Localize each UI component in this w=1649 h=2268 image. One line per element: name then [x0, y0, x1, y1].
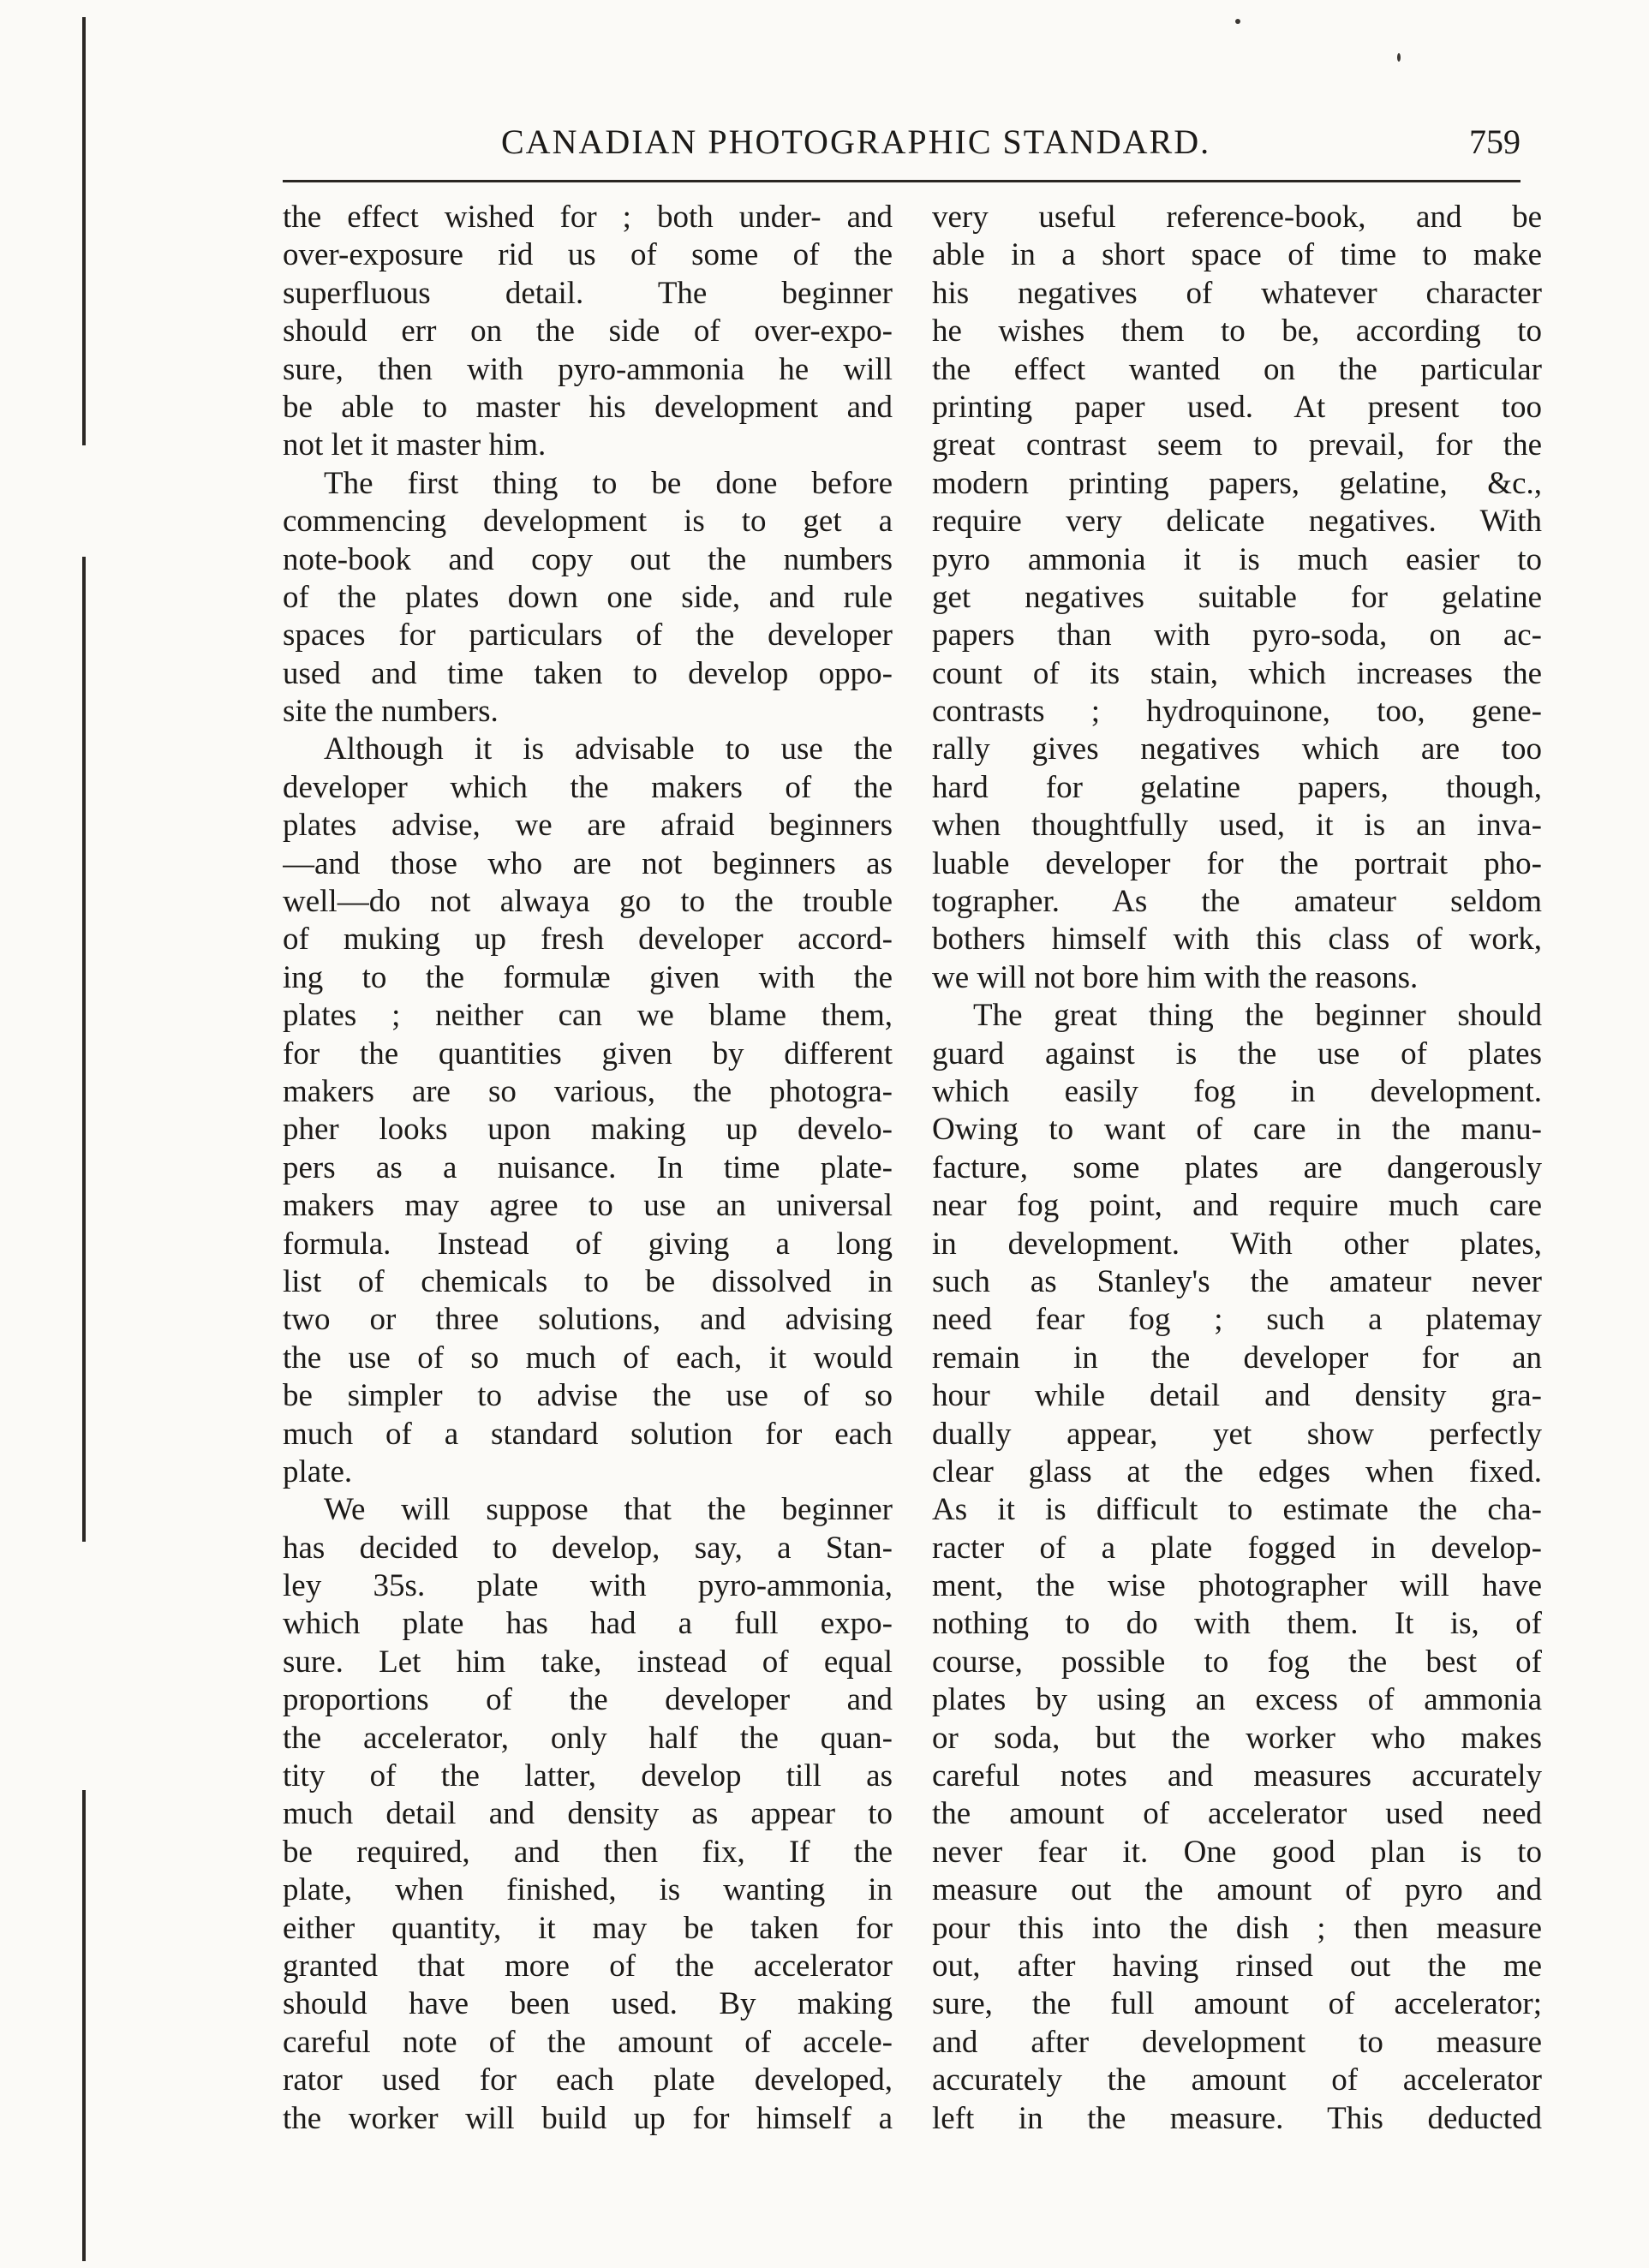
text-line: plate, when finished, is wanting in: [283, 1872, 893, 1908]
text-line: which plate has had a full expo-: [283, 1606, 893, 1642]
text-line: pour this into the dish ; then measure: [932, 1910, 1542, 1946]
scan-speck: [1397, 53, 1401, 62]
text-line: racter of a plate fogged in develop-: [932, 1530, 1542, 1566]
text-line: over-exposure rid us of some of the: [283, 237, 893, 273]
text-line: rator used for each plate developed,: [283, 2062, 893, 2098]
text-line: tographer. As the amateur seldom: [932, 884, 1542, 920]
text-line: superfluous detail. The beginner: [283, 275, 893, 311]
text-line: careful notes and measures accurately: [932, 1758, 1542, 1794]
text-line: The first thing to be done before: [324, 465, 893, 501]
text-line: sure, then with pyro-ammonia he will: [283, 351, 893, 387]
text-line: should err on the side of over-expo-: [283, 313, 893, 349]
text-line: left in the measure. This deducted: [932, 2100, 1542, 2136]
text-line: rally gives negatives which are too: [932, 731, 1542, 767]
text-line: note-book and copy out the numbers: [283, 541, 893, 577]
text-line: of the plates down one side, and rule: [283, 579, 893, 615]
text-line: used and time taken to develop oppo-: [283, 655, 893, 691]
text-line: or soda, but the worker who makes: [932, 1720, 1542, 1756]
text-line: accurately the amount of accelerator: [932, 2062, 1542, 2098]
text-line: near fog point, and require much care: [932, 1188, 1542, 1224]
text-line: site the numbers.: [283, 694, 499, 730]
text-line: makers may agree to use an universal: [283, 1188, 893, 1224]
text-line: Although it is advisable to use the: [324, 731, 893, 767]
text-line: has decided to develop, say, a Stan-: [283, 1530, 893, 1566]
text-line: luable developer for the portrait pho-: [932, 845, 1542, 881]
scan-edge-mark: [82, 557, 86, 1542]
text-line: not let it master him.: [283, 427, 547, 463]
text-line: in development. With other plates,: [932, 1226, 1542, 1262]
text-line: —and those who are not beginners as: [283, 845, 893, 881]
text-line: count of its stain, which increases the: [932, 655, 1542, 691]
text-line: pher looks upon making up develo-: [283, 1112, 893, 1148]
text-line: pers as a nuisance. In time plate-: [283, 1149, 893, 1185]
text-line: the accelerator, only half the quan-: [283, 1720, 893, 1756]
scan-edge-mark: [82, 1790, 86, 2261]
left-column: [283, 199, 893, 2138]
text-line: and after development to measure: [932, 2024, 1542, 2060]
text-line: he wishes them to be, according to: [932, 313, 1542, 349]
text-line: The great thing the beginner should: [973, 998, 1542, 1034]
text-line: much detail and density as appear to: [283, 1796, 893, 1832]
text-line: much of a standard solution for each: [283, 1416, 893, 1452]
text-line: careful note of the amount of accele-: [283, 2024, 893, 2060]
text-line: never fear it. One good plan is to: [932, 1834, 1542, 1870]
text-line: Owing to want of care in the manu-: [932, 1112, 1542, 1148]
text-line: for the quantities given by different: [283, 1036, 893, 1071]
text-line: printing paper used. At present too: [932, 389, 1542, 425]
text-line: contrasts ; hydroquinone, too, gene-: [932, 694, 1542, 730]
text-line: hard for gelatine papers, though,: [932, 769, 1542, 805]
text-line: nothing to do with them. It is, of: [932, 1606, 1542, 1642]
header-rule: [283, 180, 1521, 182]
text-line: when thoughtfully used, it is an inva-: [932, 808, 1542, 844]
text-line: plate.: [283, 1453, 353, 1489]
text-line: clear glass at the edges when fixed.: [932, 1453, 1542, 1489]
text-line: As it is difficult to estimate the cha-: [932, 1492, 1542, 1528]
page-number: 759: [1469, 122, 1521, 161]
text-line: very useful reference-book, and be: [932, 200, 1542, 235]
text-line: able in a short space of time to make: [932, 237, 1542, 273]
text-line: well—do not alwaya go to the trouble: [283, 884, 893, 920]
text-line: the effect wished for ; both under- and: [283, 200, 893, 235]
text-line: which easily fog in development.: [932, 1073, 1542, 1109]
running-title: CANADIAN PHOTOGRAPHIC STANDARD.: [501, 122, 1211, 161]
text-line: course, possible to fog the best of: [932, 1644, 1542, 1680]
text-line: either quantity, it may be taken for: [283, 1910, 893, 1946]
text-line: bothers himself with this class of work,: [932, 922, 1542, 958]
text-line: be required, and then fix, If the: [283, 1834, 893, 1870]
page-header: [283, 122, 1521, 173]
text-line: two or three solutions, and advising: [283, 1302, 893, 1338]
text-line: modern printing papers, gelatine, &c.,: [932, 465, 1542, 501]
text-line: dually appear, yet show perfectly: [932, 1416, 1542, 1452]
text-line: the use of so much of each, it would: [283, 1340, 893, 1376]
text-line: out, after having rinsed out the me: [932, 1948, 1542, 1984]
text-line: ment, the wise photographer will have: [932, 1568, 1542, 1604]
text-line: makers are so various, the photogra-: [283, 1073, 893, 1109]
text-line: plates by using an excess of ammonia: [932, 1682, 1542, 1718]
text-line: pyro ammonia it is much easier to: [932, 541, 1542, 577]
text-line: require very delicate negatives. With: [932, 504, 1542, 540]
text-line: plates ; neither can we blame them,: [283, 998, 893, 1034]
scan-edge-mark: [82, 17, 86, 445]
text-line: facture, some plates are dangerously: [932, 1149, 1542, 1185]
text-line: ing to the formulæ given with the: [283, 959, 893, 995]
text-line: we will not bore him with the reasons.: [932, 959, 1419, 995]
text-line: granted that more of the accelerator: [283, 1948, 893, 1984]
text-line: ley 35s. plate with pyro-ammonia,: [283, 1568, 893, 1604]
text-line: sure, the full amount of accelerator;: [932, 1986, 1542, 2022]
text-line: developer which the makers of the: [283, 769, 893, 805]
text-line: formula. Instead of giving a long: [283, 1226, 893, 1262]
text-line: proportions of the developer and: [283, 1682, 893, 1718]
text-line: papers than with pyro-soda, on ac-: [932, 618, 1542, 654]
text-line: measure out the amount of pyro and: [932, 1872, 1542, 1908]
text-line: hour while detail and density gra-: [932, 1378, 1542, 1414]
scan-speck: [1235, 19, 1240, 24]
text-line: need fear fog ; such a platemay: [932, 1302, 1542, 1338]
text-line: list of chemicals to be dissolved in: [283, 1263, 893, 1299]
text-line: should have been used. By making: [283, 1986, 893, 2022]
text-line: be simpler to advise the use of so: [283, 1378, 893, 1414]
text-line: the effect wanted on the particular: [932, 351, 1542, 387]
text-line: great contrast seem to prevail, for the: [932, 427, 1542, 463]
text-line: remain in the developer for an: [932, 1340, 1542, 1376]
text-line: of muking up fresh developer accord-: [283, 922, 893, 958]
text-line: the amount of accelerator used need: [932, 1796, 1542, 1832]
right-column: [932, 199, 1542, 2138]
text-line: the worker will build up for himself a: [283, 2100, 893, 2136]
text-line: sure. Let him take, instead of equal: [283, 1644, 893, 1680]
text-line: tity of the latter, develop till as: [283, 1758, 893, 1794]
text-line: be able to master his development and: [283, 389, 893, 425]
text-line: his negatives of whatever character: [932, 275, 1542, 311]
text-line: plates advise, we are afraid beginners: [283, 808, 893, 844]
text-line: spaces for particulars of the developer: [283, 618, 893, 654]
text-line: commencing development is to get a: [283, 504, 893, 540]
text-line: such as Stanley's the amateur never: [932, 1263, 1542, 1299]
text-line: guard against is the use of plates: [932, 1036, 1542, 1071]
text-line: We will suppose that the beginner: [324, 1492, 893, 1528]
text-line: get negatives suitable for gelatine: [932, 579, 1542, 615]
